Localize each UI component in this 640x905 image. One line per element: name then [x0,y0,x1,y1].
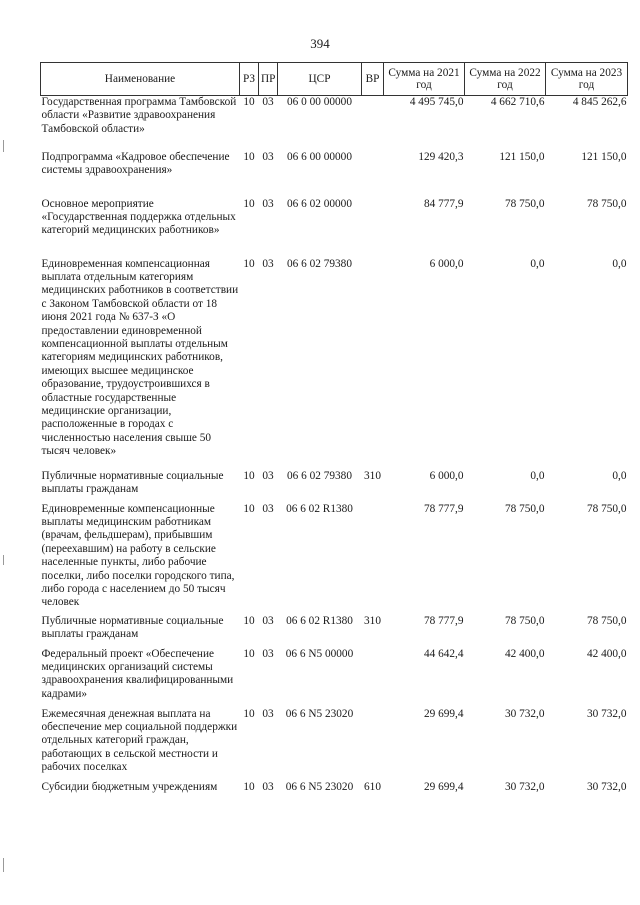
cell-sum-2022: 121 150,0 [499,150,545,163]
cell-sum-2022: 0,0 [530,469,545,482]
cell-sum-2023: 4 845 262,6 [572,96,627,108]
cell-sum-2022: 0,0 [530,257,545,270]
cell-name: Единовременная компенсационная выплата отдельным категориям медицинских работников в соответствии с Законом Тамбовской области от 18 июня 2021 года № 637-З «О предоставлении единовременной компенсационной выплаты отдельным категориям медицинских работников, имеющих высшее медицинское образование, трудоустроившихся в областные государственные медицинские организации, расположенные в городах с численностью населения свыше 50 тысяч человек» [41,257,239,458]
cell-csr: 06 6 02 R1380 [286,614,353,627]
cell-sum-2023: 78 750,0 [586,614,627,627]
table-row [41,708,628,781]
cell-sum-2021: 129 420,3 [418,150,464,163]
table-row [41,258,628,470]
cell-name: Единовременные компенсационные выплаты медицинским работникам (врачам, фельдшерам), прибывшим (переехавшим) на работу в сельские населенные пункты, либо рабочие поселки, либо поселки городского типа, либо города с населением до 50 тысяч человек [41,502,235,609]
cell-rz: 10 [243,647,255,660]
cell-vr [362,198,384,258]
cell-pr: 03 [262,614,274,627]
cell-name: Публичные нормативные социальные выплаты гражданам [41,469,224,495]
cell-csr: 06 6 02 79380 [287,257,352,270]
cell-sum-2023: 78 750,0 [586,502,627,515]
cell-pr: 03 [262,502,274,515]
cell-pr: 03 [262,647,274,660]
cell-name: Федеральный проект «Обеспечение медицинских организаций системы здравоохранения квалифицированными кадрами» [41,647,234,700]
scan-edge-mark [3,555,4,565]
col-header-sum-2023: Сумма на 2023 год [546,63,628,96]
cell-pr: 03 [262,150,274,163]
cell-sum-2023: 42 400,0 [586,647,627,660]
cell-sum-2021: 6 000,0 [429,469,464,482]
table-row [41,470,628,503]
col-header-sum-2021: Сумма на 2021 год [384,63,465,96]
col-header-sum-2022: Сумма на 2022 год [465,63,546,96]
cell-name: Основное мероприятие «Государственная поддержка отдельных категорий медицинских работников» [41,197,236,237]
col-header-vr: ВР [362,63,384,96]
cell-sum-2021: 44 642,4 [423,647,464,660]
cell-sum-2023: 78 750,0 [586,197,627,210]
cell-name: Публичные нормативные социальные выплаты гражданам [41,614,224,640]
scan-edge-mark [3,858,4,872]
cell-rz: 10 [243,257,255,270]
table-row [41,96,628,151]
cell-vr [362,648,384,708]
cell-sum-2022: 42 400,0 [504,647,545,660]
table-row [41,198,628,258]
table-row [41,615,628,648]
col-header-pr: ПР [259,63,278,96]
cell-pr: 03 [262,707,274,720]
table-row [41,503,628,615]
cell-sum-2021: 29 699,4 [423,707,464,720]
cell-csr: 06 6 02 R1380 [286,502,353,515]
cell-name: Ежемесячная денежная выплата на обеспечение мер социальной поддержки отдельных категорий граждан, работающих в сельской местности и рабочих поселках [41,707,238,774]
table-row [41,781,628,801]
cell-sum-2022: 4 662 710,6 [490,96,545,108]
cell-pr: 03 [262,197,274,210]
cell-csr: 06 6 00 00000 [287,150,352,163]
cell-sum-2022: 78 750,0 [504,502,545,515]
cell-sum-2021: 4 495 745,0 [409,96,464,108]
table-row [41,151,628,198]
table-row [41,648,628,708]
cell-csr: 06 6 N5 00000 [285,647,354,660]
cell-sum-2023: 0,0 [612,469,627,482]
table-header [41,63,628,96]
col-header-csr: ЦСР [278,63,362,96]
cell-vr [362,96,384,151]
cell-rz: 10 [243,150,255,163]
budget-table [40,62,628,801]
cell-sum-2023: 30 732,0 [586,707,627,720]
cell-rz: 10 [243,502,255,515]
cell-vr [362,708,384,781]
table-body [41,96,628,801]
cell-rz: 10 [243,197,255,210]
cell-rz: 10 [243,614,255,627]
cell-pr: 03 [262,780,274,793]
cell-pr: 03 [262,257,274,270]
cell-csr: 06 6 02 79380 [287,469,352,482]
cell-sum-2021: 29 699,4 [423,780,464,793]
col-header-rz: РЗ [240,63,259,96]
cell-rz: 10 [243,780,255,793]
cell-sum-2023: 30 732,0 [586,780,627,793]
cell-rz: 10 [243,707,255,720]
cell-vr [362,503,384,615]
cell-rz: 10 [243,96,255,108]
cell-pr: 03 [262,96,274,108]
page-number: 394 [310,36,330,51]
cell-sum-2023: 121 150,0 [581,150,627,163]
cell-csr: 06 6 N5 23020 [285,707,354,720]
cell-vr: 310 [364,614,381,627]
cell-sum-2021: 84 777,9 [423,197,464,210]
col-header-name: Наименование [41,63,240,96]
cell-vr: 310 [364,469,381,482]
cell-sum-2021: 6 000,0 [429,257,464,270]
cell-name: Субсидии бюджетным учреждениям [41,780,218,793]
cell-sum-2022: 30 732,0 [504,780,545,793]
cell-vr: 610 [364,780,381,793]
cell-rz: 10 [243,469,255,482]
cell-sum-2023: 0,0 [612,257,627,270]
cell-pr: 03 [262,469,274,482]
cell-sum-2021: 78 777,9 [423,502,464,515]
cell-vr [362,151,384,198]
cell-sum-2022: 78 750,0 [504,197,545,210]
cell-sum-2022: 78 750,0 [504,614,545,627]
scan-edge-mark [3,140,4,152]
cell-sum-2021: 78 777,9 [423,614,464,627]
cell-vr [362,258,384,470]
cell-name: Подпрограмма «Кадровое обеспечение системы здравоохранения» [41,150,230,176]
cell-csr: 06 0 00 00000 [287,96,352,108]
cell-sum-2022: 30 732,0 [504,707,545,720]
cell-name: Государственная программа Тамбовской области «Развитие здравоохранения Тамбовской области» [41,96,237,135]
cell-csr: 06 6 02 00000 [287,197,352,210]
cell-csr: 06 6 N5 23020 [285,780,354,793]
